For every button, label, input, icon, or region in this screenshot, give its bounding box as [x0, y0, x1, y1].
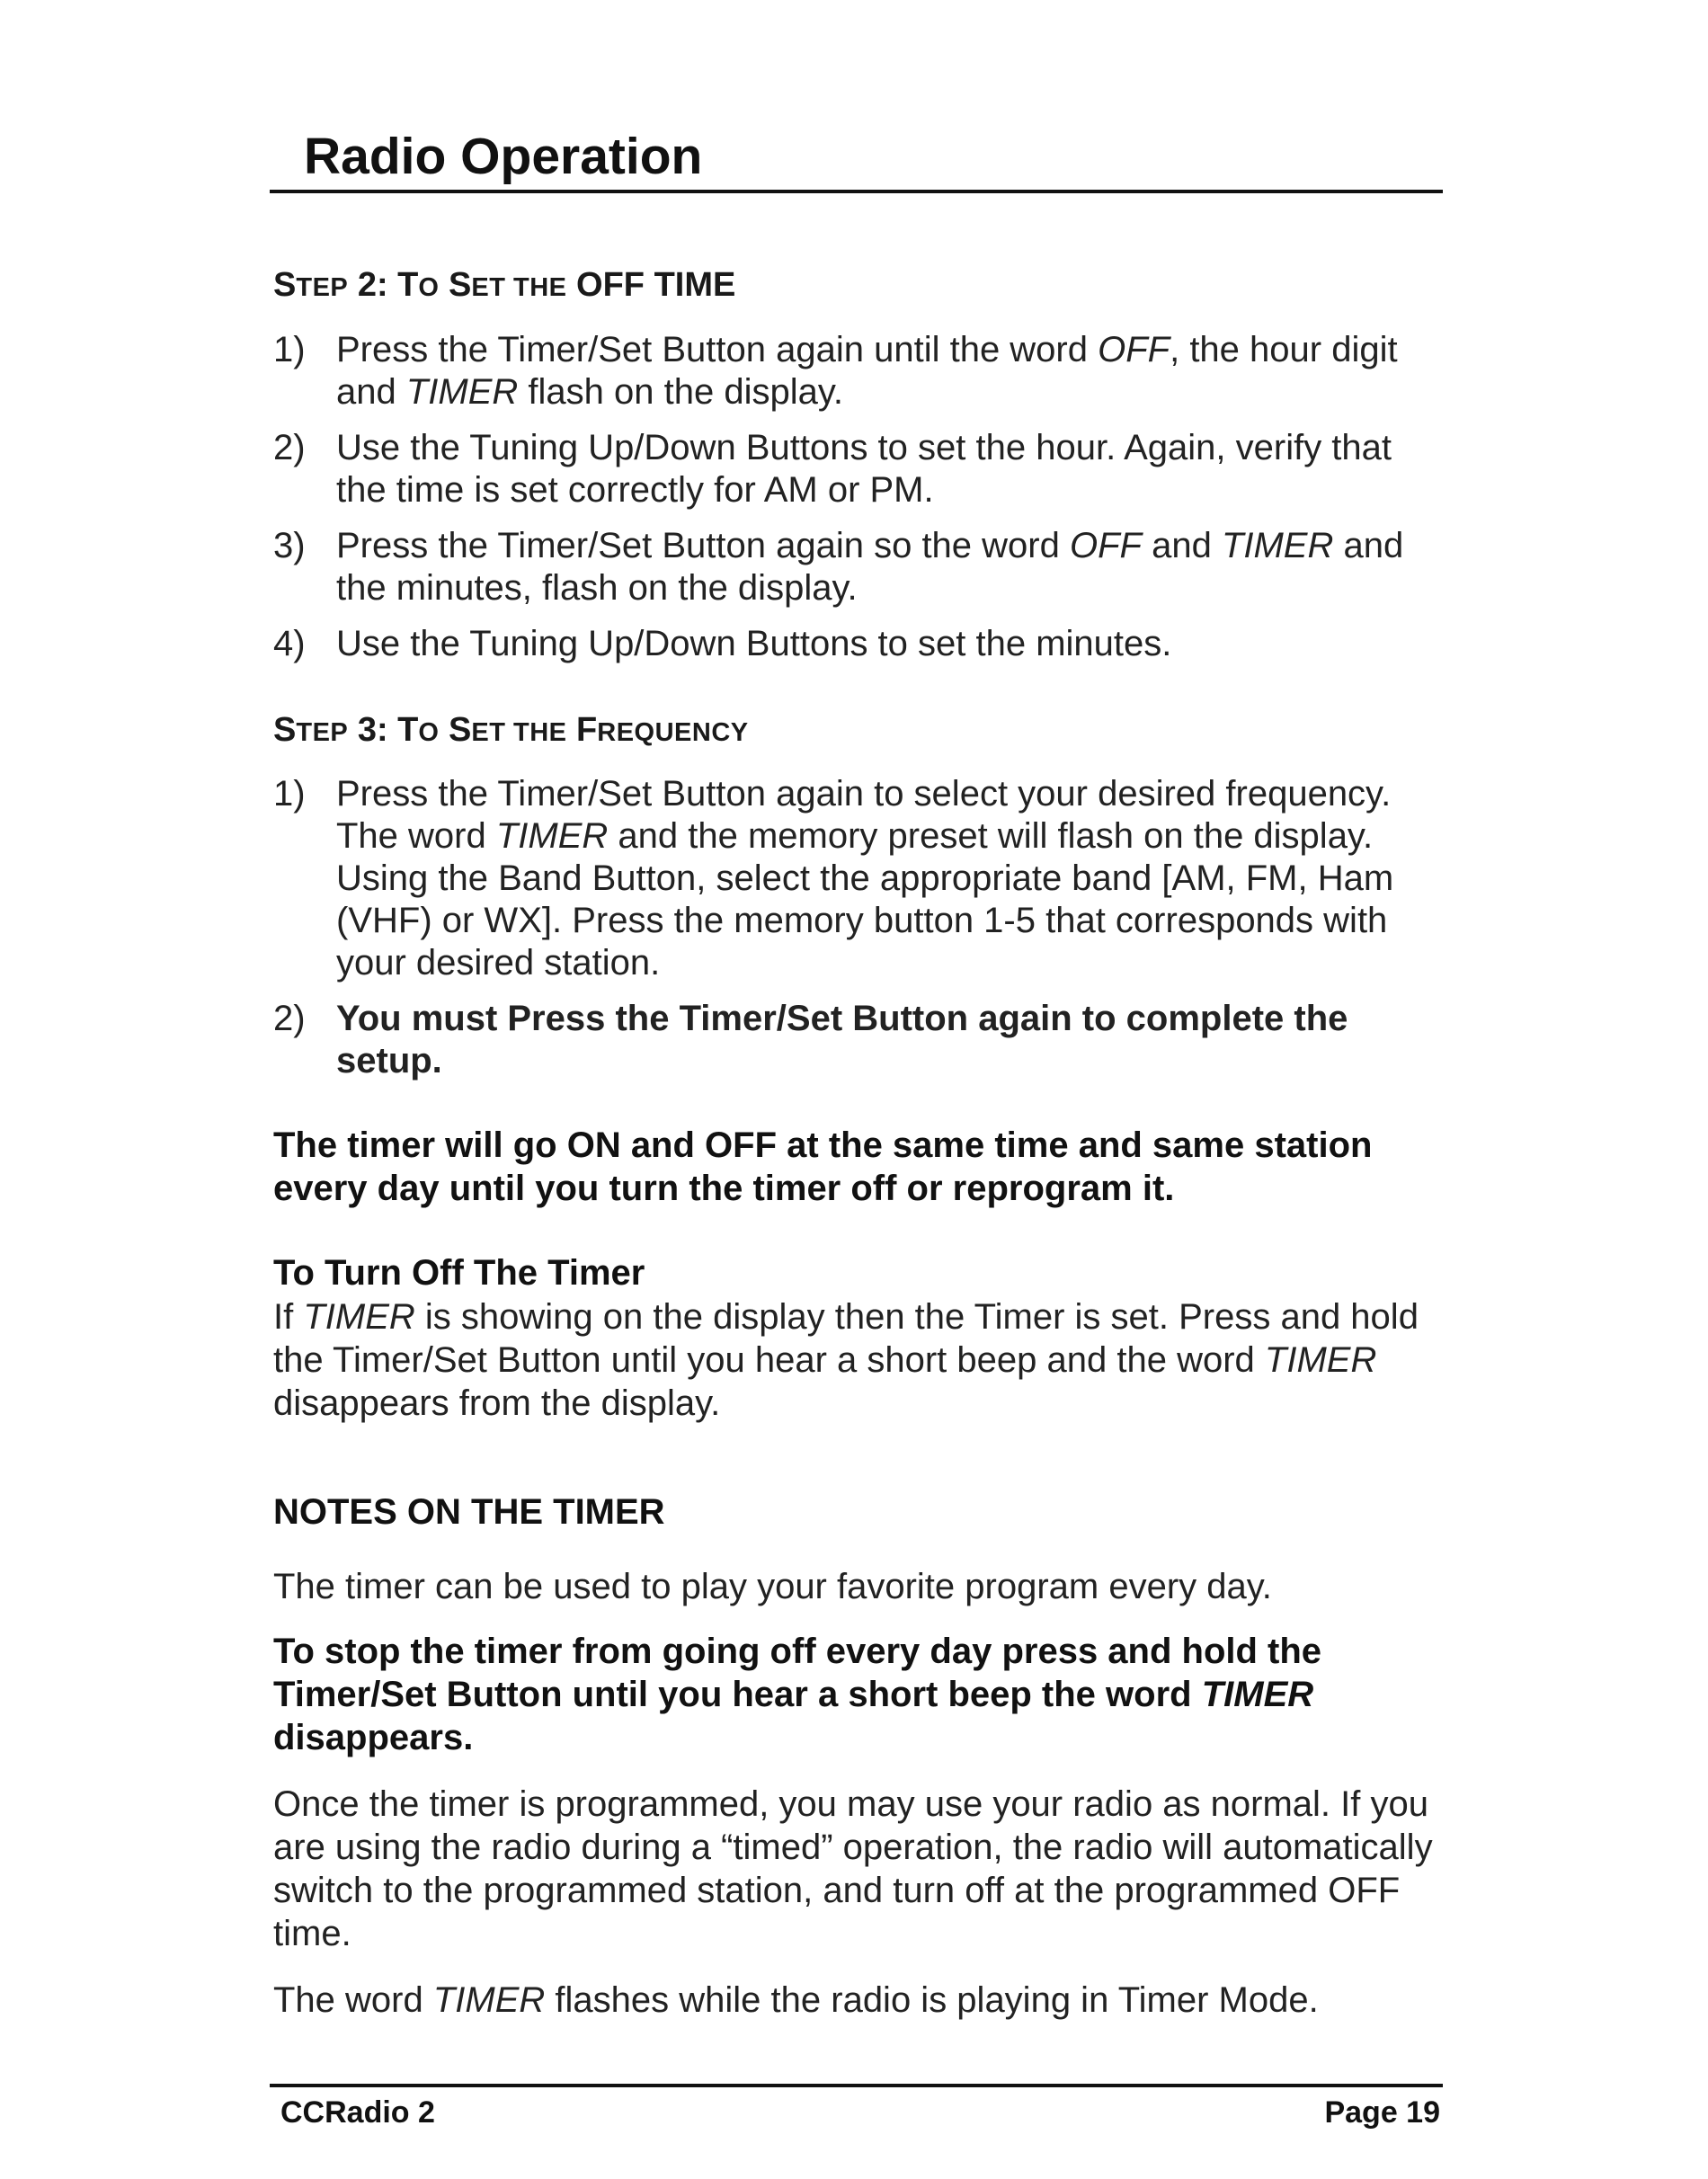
- step3-heading: STEP 3: TO SET THE FREQUENCY: [273, 711, 749, 749]
- step2-heading: STEP 2: TO SET THE OFF TIME: [273, 266, 736, 304]
- list-item: 4) Use the Tuning Up/Down Buttons to set the minutes.: [273, 624, 1172, 663]
- list-item: 2) You must Press the Timer/Set Button again to complete the setup.: [273, 999, 1348, 1081]
- list-item: 1) Press the Timer/Set Button again until the word OFF, the hour digit and TIMER flash on the display.: [273, 330, 1398, 412]
- turn-off-heading: To Turn Off The Timer: [273, 1253, 645, 1293]
- footer-rule: [270, 2084, 1443, 2087]
- list-item: 1) Press the Timer/Set Button again to select your desired frequency. The word TIMER and the memory preset will flash on the display. Using the Band Button, select the appropriate band [AM, FM, Ham (VHF) or WX]. Press the memory button 1-5 that corresponds with your desired station.: [273, 774, 1394, 983]
- notes-para-3: Once the timer is programmed, you may use your radio as normal. If you are using the radio during a “timed” operation, the radio will automatically switch to the programmed station, and turn off at the programmed OFF time.: [273, 1784, 1433, 1953]
- step2-list: [273, 329, 1442, 665]
- turn-off-text: If TIMER is showing on the display then the Timer is set. Press and hold the Timer/Set Button until you hear a short beep and the word TIMER disappears from the display.: [273, 1297, 1419, 1423]
- notes-para-1: The timer can be used to play your favorite program every day.: [273, 1567, 1272, 1606]
- notes-heading: NOTES ON THE TIMER: [273, 1492, 665, 1532]
- notes-para-2: To stop the timer from going off every day press and hold the Timer/Set Button until you hear a short beep the word TIMER disappears.: [273, 1632, 1322, 1757]
- notes-para-4: The word TIMER flashes while the radio is playing in Timer Mode.: [273, 1980, 1319, 2020]
- timer-note: The timer will go ON and OFF at the same time and same station every day until you turn the timer off or reprogram it.: [273, 1125, 1373, 1208]
- footer-product: CCRadio 2: [280, 2095, 435, 2130]
- list-item: 2) Use the Tuning Up/Down Buttons to set the hour. Again, verify that the time is set correctly for AM or PM.: [273, 428, 1392, 510]
- header-rule: [270, 190, 1443, 193]
- list-item: 3) Press the Timer/Set Button again so the word OFF and TIMER and the minutes, flash on the display.: [273, 526, 1404, 608]
- step3-list: [273, 773, 1442, 1082]
- footer-page-number: Page 19: [1324, 2095, 1440, 2130]
- page-title: Radio Operation: [304, 128, 703, 185]
